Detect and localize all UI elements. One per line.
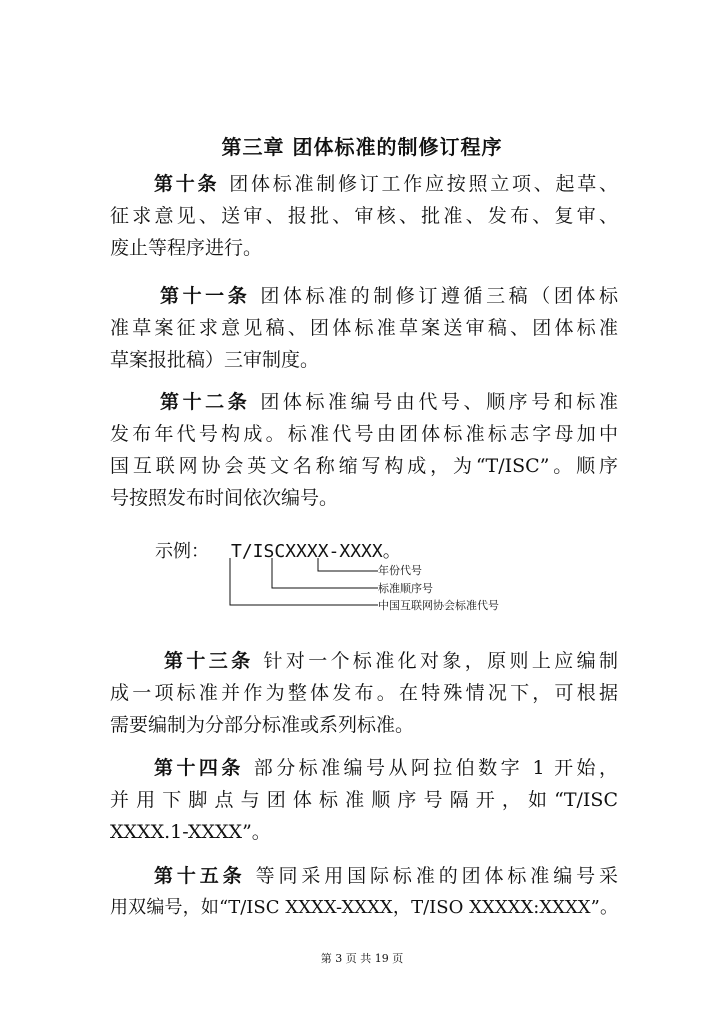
article-label: 第十二条 — [160, 391, 251, 413]
article-text-line: 用双编号，如“T/ISC XXXX-XXXX，T/ISO XXXXX:XXXX”。 — [110, 897, 618, 918]
article-label: 第十条 — [154, 173, 220, 195]
article-text-line: 废止等程序进行。 — [110, 237, 263, 259]
bracket-sequence — [272, 558, 378, 588]
article-label: 第十四条 — [154, 757, 244, 779]
article-text-line: 针对一个标准化对象，原则上应编制 — [263, 650, 618, 672]
article-label: 第十一条 — [160, 285, 251, 307]
article-15 — [110, 860, 618, 924]
article-text-line: 等同采用国际标准的团体标准编号采 — [255, 865, 618, 887]
example-label: 示例： — [155, 541, 209, 562]
article-text-line: 准草案征求意见稿、团体标准草案送审稿、团体标准 — [110, 317, 618, 339]
annotation-org-code: 中国互联网协会标准代号 — [378, 599, 499, 612]
bracket-year — [318, 558, 378, 571]
article-text-line: 号按照发布时间依次编号。 — [110, 487, 339, 509]
article-text-line: 并用下脚点与团体标准顺序号隔开，如“T/ISC — [110, 789, 618, 811]
annotation-year: 年份代号 — [378, 564, 422, 577]
article-text-line: 发布年代号构成。标准代号由团体标准标志字母加中 — [110, 423, 618, 445]
annotation-sequence: 标准顺序号 — [378, 582, 433, 595]
chapter-title: 第三章 团体标准的制修订程序 — [221, 135, 503, 159]
article-text-line: 团体标准的制修订遵循三稿（团体标 — [260, 285, 618, 307]
article-text-line: 部分标准编号从阿拉伯数字 1 开始， — [253, 757, 618, 779]
article-13 — [110, 645, 618, 741]
article-text-line: 草案报批稿）三审制度。 — [110, 349, 320, 371]
example-code-text: T/ISCXXXX-XXXX。 — [231, 541, 401, 562]
bracket-org — [230, 558, 378, 605]
article-label: 第十五条 — [154, 865, 246, 887]
article-text-line: 团体标准编号由代号、顺序号和标准 — [260, 391, 618, 413]
article-text-line: 成一项标准并作为整体发布。在特殊情况下，可根据 — [110, 682, 618, 704]
article-text-line: 征求意见、送审、报批、审核、批准、发布、复审、 — [110, 205, 618, 227]
article-text-line: 需要编制为分部分标准或系列标准。 — [110, 714, 415, 736]
page-footer: 第 3 页 共 19 页 — [320, 952, 404, 965]
article-label: 第十三条 — [164, 650, 254, 672]
article-text-line: 国互联网协会英文名称缩写构成，为“T/ISC”。顺序 — [110, 455, 618, 477]
article-14 — [110, 752, 618, 848]
article-text-line: 团体标准制修订工作应按照立项、起草、 — [229, 173, 618, 195]
article-text-line: XXXX.1-XXXX”。 — [110, 821, 271, 843]
